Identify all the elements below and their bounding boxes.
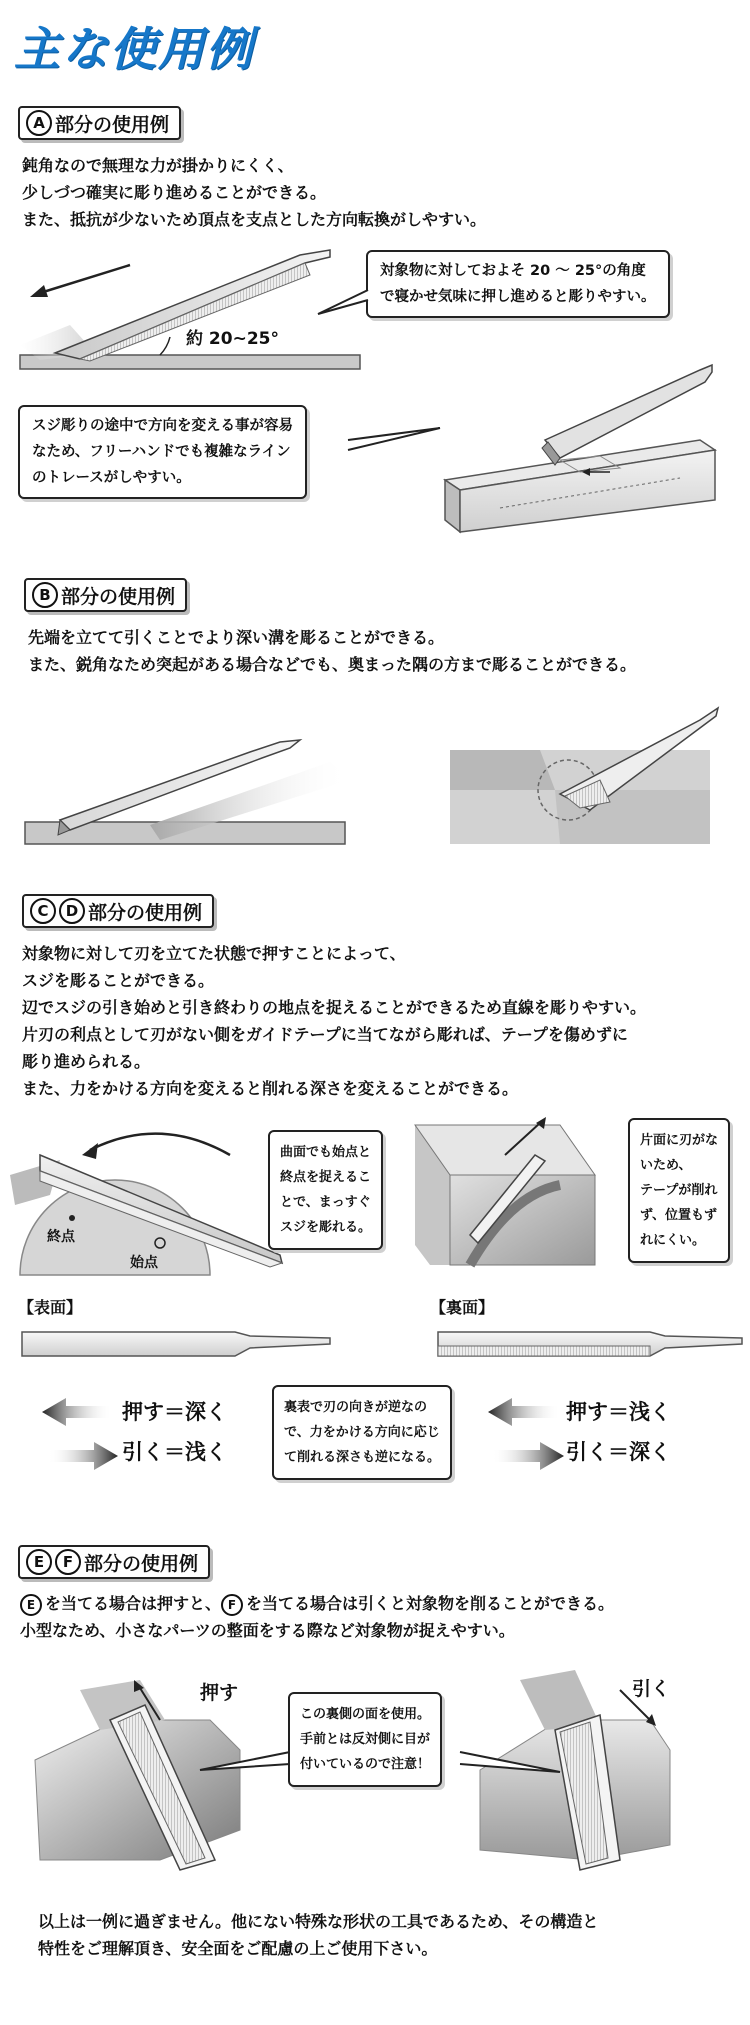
callout-line: スジを彫れる。	[280, 1220, 372, 1235]
section-ef-text: を当てる場合は引くと対象物を削ることができる。	[246, 1594, 615, 1613]
callout-line: で、力をかける方向に応じ	[284, 1425, 440, 1440]
callout-line: なため、フリーハンドでも複雑なライン	[32, 444, 291, 460]
footer-note	[38, 1908, 598, 1962]
section-cd-line: スジを彫ることができる。	[22, 971, 215, 990]
callout-back-face	[288, 1692, 442, 1787]
callout-line: 片面に刃がな	[640, 1133, 719, 1148]
push-arrow-left	[42, 1398, 112, 1426]
callout-tape	[628, 1118, 730, 1263]
section-ef-body	[20, 1590, 614, 1644]
callout-line: ず、位置もず	[640, 1208, 717, 1223]
letter-badge-c: C	[30, 898, 56, 924]
page-title: 主な使用例	[14, 22, 254, 76]
label-end-point: 終点	[47, 1229, 75, 1245]
section-ef-line	[20, 1590, 614, 1617]
section-cd-line: 片刃の利点として刃がない側をガイドテープに当てながら彫れば、テープを傷めずに	[22, 1025, 628, 1044]
section-a-heading-text: 部分の使用例	[55, 113, 170, 136]
section-b-heading-text: 部分の使用例	[61, 585, 176, 608]
letter-badge-f: F	[55, 1549, 81, 1575]
callout-line: て削れる深さも逆になる。	[284, 1450, 441, 1465]
callout-line: 終点を捉えるこ	[280, 1170, 372, 1185]
callout-line: いため、	[640, 1158, 692, 1173]
callout-line: 対象物に対しておよそ 20 ～ 25°の角度	[380, 263, 646, 279]
section-cd-body	[22, 940, 646, 1102]
section-ef-text: を当てる場合は押すと、	[45, 1594, 222, 1613]
letter-badge-e: E	[20, 1594, 42, 1616]
letter-badge-d: D	[59, 898, 85, 924]
file-front-face	[22, 1332, 330, 1356]
section-b-line: 先端を立てて引くことでより深い溝を彫ることができる。	[28, 628, 445, 647]
diagram-faces	[0, 1320, 750, 1380]
section-a-line: また、抵抗が少ないため頂点を支点とした方向転換がしやすい。	[22, 210, 487, 229]
section-cd-line: また、力をかける方向を変えると削れる深さを変えることができる。	[22, 1079, 519, 1098]
callout-line: 曲面でも始点と	[280, 1145, 372, 1160]
angle-label: 約 20~25°	[186, 329, 279, 349]
section-cd-heading-text: 部分の使用例	[88, 901, 203, 924]
footer-line: 特性をご理解頂き、安全面をご配慮の上ご使用下さい。	[38, 1939, 438, 1958]
diagram-a-block	[0, 360, 750, 540]
back-push-label: 押す＝浅く	[566, 1400, 671, 1424]
letter-badge-f: F	[221, 1594, 243, 1616]
section-cd-line: 対象物に対して刃を立てた状態で押すことによって、	[22, 944, 406, 963]
section-cd-line: 彫り進められる。	[22, 1052, 151, 1071]
callout-line: れにくい。	[640, 1233, 706, 1248]
callout-line: 付いているので注意！	[300, 1757, 431, 1772]
section-ef-heading	[18, 1545, 210, 1579]
footer-line: 以上は一例に過ぎません。他にない特殊な形状の工具であるため、その構造と	[38, 1912, 599, 1931]
callout-line: のトレースがしやすい。	[32, 470, 191, 486]
callout-line: とで、まっすぐ	[280, 1195, 371, 1210]
section-b-body	[28, 624, 636, 678]
section-ef-line: 小型なため、小さなパーツの整面をする際など対象物が捉えやすい。	[20, 1621, 515, 1640]
front-pull-label: 引く＝浅く	[122, 1440, 227, 1464]
callout-line: 手前とは反対側に目が	[300, 1732, 431, 1747]
callout-line: スジ彫りの途中で方向を変える事が容易	[32, 418, 293, 434]
letter-badge-e: E	[26, 1549, 52, 1575]
callout-line: で寝かせ気味に押し進めると彫りやすい。	[380, 289, 656, 305]
diagram-b	[0, 690, 750, 860]
pull-arrow-right	[492, 1442, 564, 1470]
section-cd-heading	[22, 894, 214, 928]
label-pull: 引く	[632, 1678, 671, 1700]
section-b-heading	[24, 578, 187, 612]
section-cd-line: 辺でスジの引き始めと引き終わりの地点を捉えることができるため直線を彫りやすい。	[22, 998, 647, 1017]
back-pull-label: 引く＝深く	[566, 1440, 671, 1464]
callout-line: この裏側の面を使用。	[300, 1707, 431, 1722]
section-b-line: また、鋭角なため突起がある場合などでも、奥まった隅の方まで彫ることができる。	[28, 655, 637, 674]
label-front-face: 【表面】	[18, 1298, 83, 1317]
front-push-label: 押す＝深く	[122, 1400, 227, 1424]
section-a-line: 少しづつ確実に彫り進めることができる。	[22, 183, 327, 202]
callout-line: テープが削れ	[640, 1183, 718, 1198]
section-ef-heading-text: 部分の使用例	[84, 1552, 199, 1575]
push-arrow-left	[488, 1398, 560, 1426]
label-push: 押す	[200, 1682, 239, 1704]
callout-line: 裏表で刃の向きが逆なの	[284, 1400, 428, 1415]
section-a-line: 鈍角なので無理な力が掛かりにくく、	[22, 156, 294, 175]
letter-badge-a: A	[26, 110, 52, 136]
letter-badge-b: B	[32, 582, 58, 608]
callout-reverse	[272, 1385, 452, 1480]
label-back-face: 【裏面】	[430, 1298, 495, 1317]
label-start-point: 始点	[130, 1255, 158, 1271]
pull-arrow-right	[48, 1442, 118, 1470]
